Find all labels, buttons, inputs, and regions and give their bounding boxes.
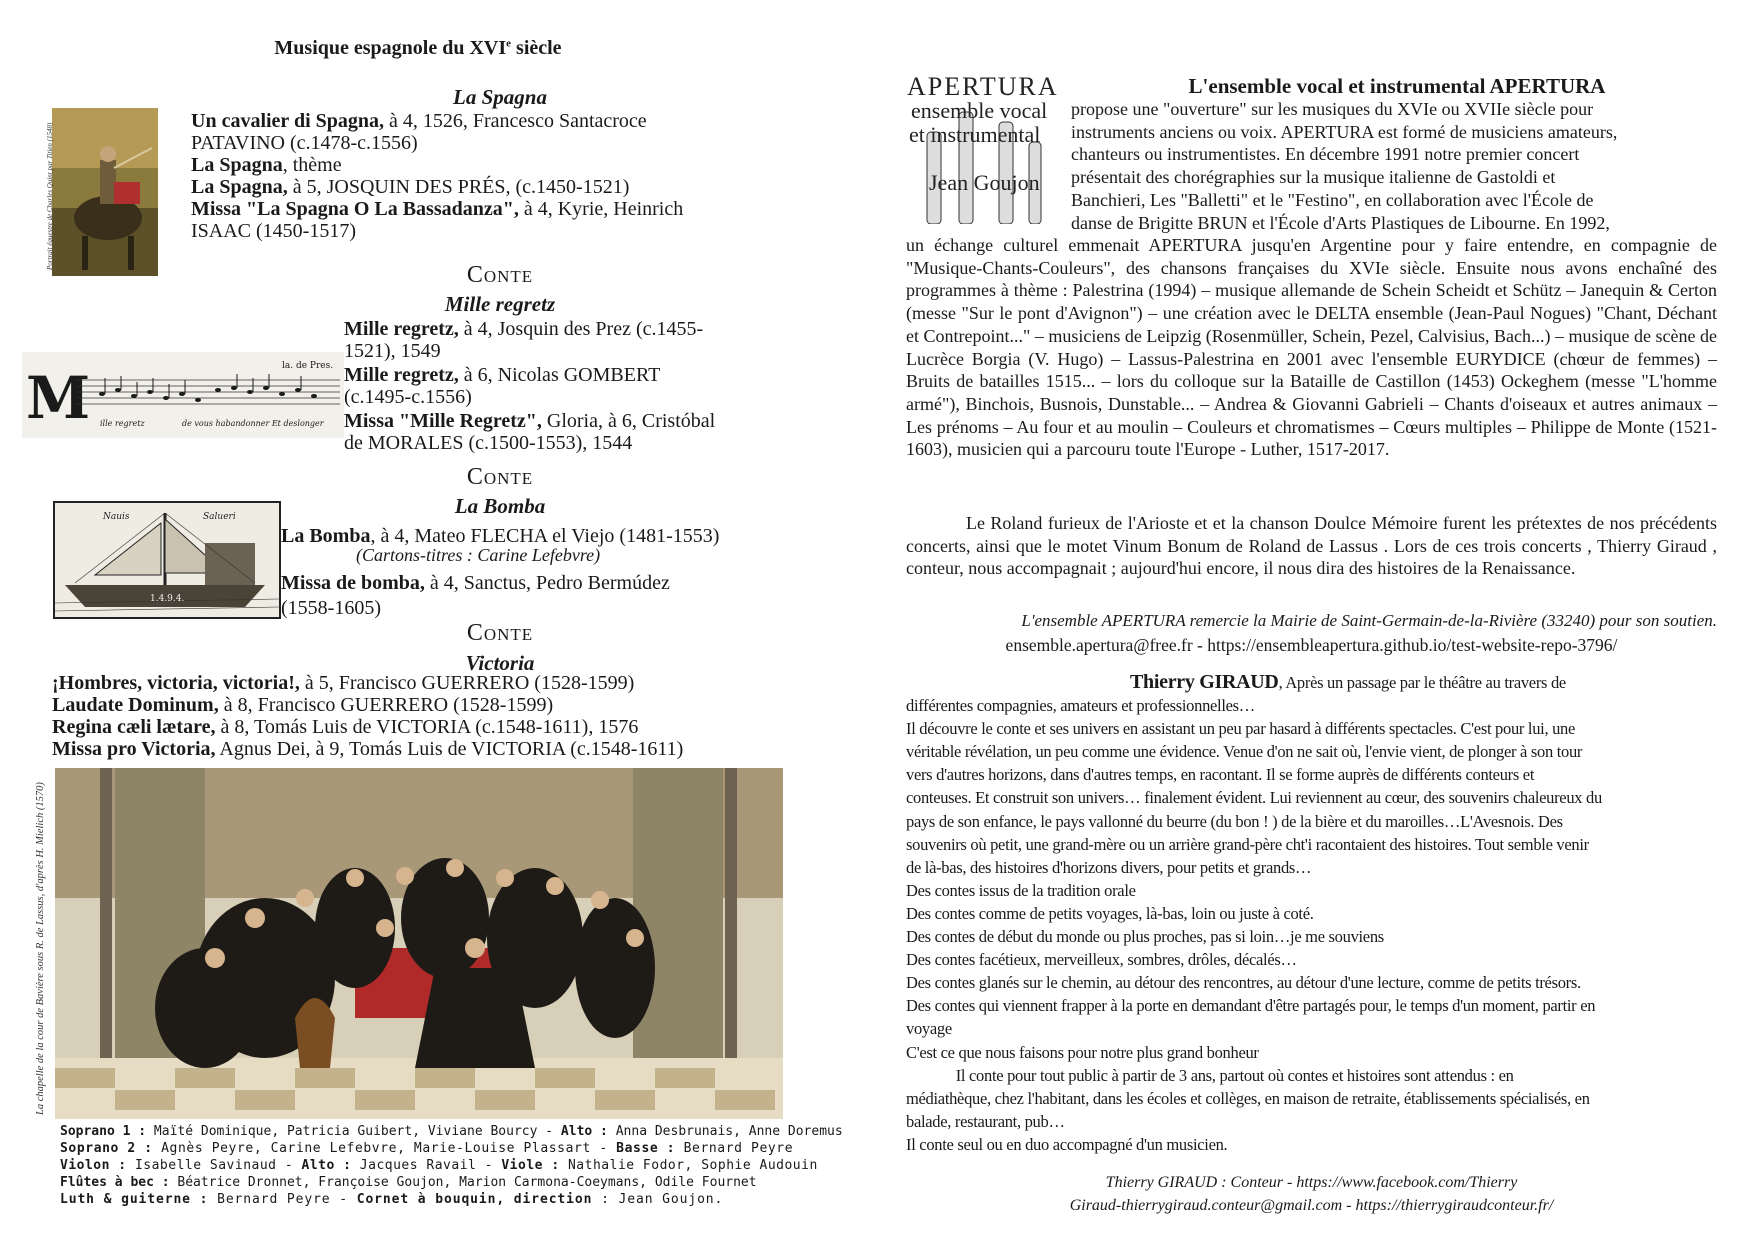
score-text-bottom-1: ille regretz (100, 419, 145, 428)
section3-list (281, 525, 719, 619)
list-item: de MORALES (c.1500-1553), 1544 (344, 432, 633, 454)
ship-text-3: 1.4.9.4. (150, 594, 185, 604)
list-item: (c.1495-c.1556) (344, 386, 472, 408)
performers-row-2: Soprano 2 : Agnès Peyre, Carine Lefebvre, Marie-Louise Plassart - Basse : Bernard Peyre (60, 1141, 794, 1156)
section1-list (191, 110, 683, 242)
list-item: Missa de bomba, à 4, Sanctus, Pedro Bermúdez (281, 572, 670, 594)
logo-line-4: Jean Goujon (929, 170, 1040, 195)
website-link[interactable]: https://ensembleapertura.github.io/test-website-repo-3796/ (1207, 635, 1618, 655)
conte-heading-2: Conte (466, 464, 534, 490)
logo-title: APERTURA (907, 72, 1059, 101)
list-item: ISAAC (1450-1517) (191, 220, 356, 242)
apertura-concerts: Le Roland furieux de l'Arioste et et la chanson Doulce Mémoire furent les prétextes de nos précédents concerts, ainsi que le motet Vinum Bonum de Roland de Lassus . Lors de ces trois concerts , Thierry Giraud , conteur, nous accompagnait ; aujourd'hui encore, il nous dira des histoires de la Renaissance. (906, 513, 1717, 579)
performers-list (60, 1123, 843, 1208)
title-superscript: e (506, 37, 512, 50)
program-title: Musique espagnole du XVIe siècle (274, 37, 562, 59)
logo-line-3: et instrumental (909, 122, 1041, 147)
thierry-contact-footer (906, 1171, 1717, 1217)
equestrian-portrait-icon (52, 108, 158, 276)
list-item: Mille regretz, à 4, Josquin des Prez (c.1455- (344, 318, 704, 340)
performers-row-1: Soprano 1 : Maïté Dominique, Patricia Guibert, Viviane Bourcy - Alto : Anna Desbrunais, Anne Doremus (60, 1124, 843, 1139)
court-chapel-painting-icon (55, 768, 783, 1119)
apertura-intro: propose une "ouverture" sur les musiques du XVIe ou XVIIe siècle pour instruments anciens ou voix. APERTURA est formé de musiciens amateurs, chanteurs ou instrumentistes. En décembre 1991 notre premier concert présentait des chorégraphies sur la musique italienne de Gastoldi et Banchieri, Les "Balletti" et le "Festino", en collaboration avec l'École de danse de Brigitte BRUN et l'École d'Arts Plastiques de Libourne. En 1992, (1071, 99, 1618, 233)
painting-caption: La chapelle de la cour de Bavière sous R. de Lassus, d'après H. Mielich (1570) (35, 782, 46, 1115)
list-item: Laudate Dominum, à 8, Francisco GUERRERO (1528-1599) (52, 694, 554, 716)
apertura-heading: L'ensemble vocal et instrumental APERTURA (1188, 74, 1606, 98)
portrait-caption: Portrait équestre de Charles Quint par Titien (1548) (46, 122, 54, 270)
list-item: Missa "La Spagna O La Bassadanza", à 4, Kyrie, Heinrich (191, 198, 684, 220)
musical-score-icon (22, 352, 344, 438)
section-heading-mille-regretz: Mille regretz (444, 292, 556, 316)
list-item: ¡Hombres, victoria, victoria!, à 5, Francisco GUERRERO (1528-1599) (52, 672, 635, 694)
section2-list (344, 318, 715, 454)
apertura-logo (907, 72, 1059, 224)
score-text-top: la. de Pres. (282, 361, 334, 371)
footer-line-2[interactable]: Giraud-thierrygiraud.conteur@gmail.com - https://thierrygiraudconteur.fr/ (1069, 1197, 1554, 1214)
performers-row-5: Luth & guiterne : Bernard Peyre - Cornet à bouquin, direction : Jean Goujon. (60, 1192, 724, 1207)
apertura-history: un échange culturel emmenait APERTURA jusqu'en Argentine pour y faire entendre, en compagnie de "Musique-Chants-Couleurs", des chansons françaises du XVIe siècle. Ensuite nous avons enchaîné des programmes à thème : Palestrina (1994) – musique allemande de Schein Scheidt et Schütz – Janequin & Certon (messe "Sur le pont d'Avignon") – une création avec le DELTA ensemble (Jean-Paul Nogues) "Chant, Déchant et Contrepoint..." – musiciens de Leipzig (Rosenmüller, Schein, Pezel, Calvisius, Bach...) – musique de scène de Lucrèce Borgia (V. Hugo) – Lassus-Palestrina en 2001 avec l'ensemble EURYDICE (chœur de femmes) – Bruits de batailles 1515... – lors du colloque sur la Bataille de Castillon (1453) Ockeghem (messe "L'homme armé"), Binchois, Busnois, Dunstable... – Andrea & Giovanni Gabrieli – Chants d'oiseaux et autres animaux – Les prénoms – Au four et au moulin – Couleurs et chromatismes – Cœurs multiples – Philippe de Monte (1521-1603), musicien qui a parcouru toute l'Europe - Luther, 1517-2017. (906, 235, 1717, 460)
list-item: Missa pro Victoria, Agnus Dei, à 9, Tomás Luis de VICTORIA (c.1548-1611) (52, 738, 684, 760)
score-text-bottom-2: de vous habandonner Et deslonger (182, 419, 324, 428)
contact-line: ensemble.apertura@free.fr - https://ensembleapertura.github.io/test-website-repo-3796/ (1005, 635, 1618, 655)
list-item: 1521), 1549 (344, 340, 441, 362)
thierry-name: Thierry GIRAUD (1130, 671, 1279, 693)
list-item: Missa "Mille Regretz", Gloria, à 6, Cristóbal (344, 410, 716, 432)
logo-line-2: ensemble vocal (911, 98, 1048, 123)
thierry-bio: Thierry GIRAUD, Après un passage par le théâtre au travers de différentes compagnies, amateurs et professionnelles… Il découvre le conte et ses univers en assistant un peu par hasard à différents spectacles. C'est pour lui, une véritable révélation, un peu comme une évidence. Venue d'on ne sait où, l'envie vient, de plonger à son tour vers d'autres horizons, dans d'autres temps, en racontant. Il se forme auprès de différents conteurs et conteuses. Et construit son univers… finalement évident. Lui reviennent au cœur, des souvenirs chaleureux du pays de son enfance, le pays vallonné du beurre (du bon ! ) de la bière et du maroilles…L'Avesnois. Des souvenirs où petit, une grand-mère ou un arrière grand-père cht'i racontaient des histoires. Tout semble venir de là-bas, des histoires d'horizons divers, pour petits et grands… Des contes issus de la tradition orale Des contes comme de petits voyages, là-bas, loin ou juste à coté. Des contes de début du monde ou plus proches, pas si loin…je me souviens Des contes facétieux, merveilleux, sombres, drôles, décalés… Des contes glanés sur le chemin, au détour des rencontres, au détour d'une lecture, comme de petits trésors. Des contes qui viennent frapper à la porte en demandant d'être partagés pour, le temps d'un moment, partir en voyage C'est ce que nous faisons pour notre plus grand bonheur Il conte pour tout public à partir de 3 ans, partout où contes et histoires sont attendus : en médiathèque, chez l'habitant, dans les écoles et collèges, en maison de retraite, établissements spécialisés, en balade, restaurant, pub… Il conte seul ou en duo accompagné d'un musicien. (906, 671, 1602, 1154)
email-link[interactable]: ensemble.apertura@free.fr (1005, 635, 1193, 655)
right-page (877, 0, 1754, 1241)
ship-woodcut-icon (55, 503, 279, 617)
performers-row-4: Flûtes à bec : Béatrice Dronnet, Françoise Goujon, Marion Carmona-Coeymans, Odile Fournet (60, 1175, 757, 1190)
charles-quint-portrait-image (52, 108, 158, 276)
footer-line-1[interactable]: Thierry GIRAUD : Conteur - https://www.facebook.com/Thierry (1105, 1174, 1518, 1191)
chapel-painting-image (55, 768, 783, 1119)
section-heading-la-bomba: La Bomba (454, 494, 546, 518)
list-item: Mille regretz, à 6, Nicolas GOMBERT (344, 364, 661, 386)
svg-text:M: M (26, 364, 91, 432)
list-item: La Bomba, à 4, Mateo FLECHA el Viejo (1481-1553) (281, 525, 720, 547)
section-heading-la-spagna: La Spagna (453, 85, 547, 109)
ship-text-1: Nauis (103, 512, 130, 522)
list-item: La Spagna, à 5, JOSQUIN DES PRÉS, (c.1450-1521) (191, 176, 630, 198)
mille-regretz-score-image (22, 352, 344, 438)
ship-woodcut-image (53, 501, 281, 619)
conte-heading-3: Conte (466, 620, 534, 646)
performers-row-3: Violon : Isabelle Savinaud - Alto : Jacques Ravail - Viole : Nathalie Fodor, Sophie Audouin (60, 1158, 818, 1173)
list-item: (1558-1605) (281, 597, 381, 619)
list-item: Un cavalier di Spagna, à 4, 1526, Francesco Santacroce (191, 110, 647, 132)
section-heading-victoria: Victoria (465, 651, 535, 675)
cartons-note: (Cartons-titres : Carine Lefebvre) (356, 545, 601, 565)
list-item: La Spagna, thème (191, 154, 342, 176)
ship-text-2: Salueri (203, 512, 236, 522)
thanks-line: L'ensemble APERTURA remercie la Mairie de Saint-Germain-de-la-Rivière (33240) pour son soutien. (1021, 611, 1717, 630)
list-item: Regina cæli lætare, à 8, Tomás Luis de VICTORIA (c.1548-1611), 1576 (52, 716, 639, 738)
section4-list (52, 672, 683, 760)
list-item: PATAVINO (c.1478-c.1556) (191, 132, 418, 154)
conte-heading-1: Conte (466, 262, 534, 288)
